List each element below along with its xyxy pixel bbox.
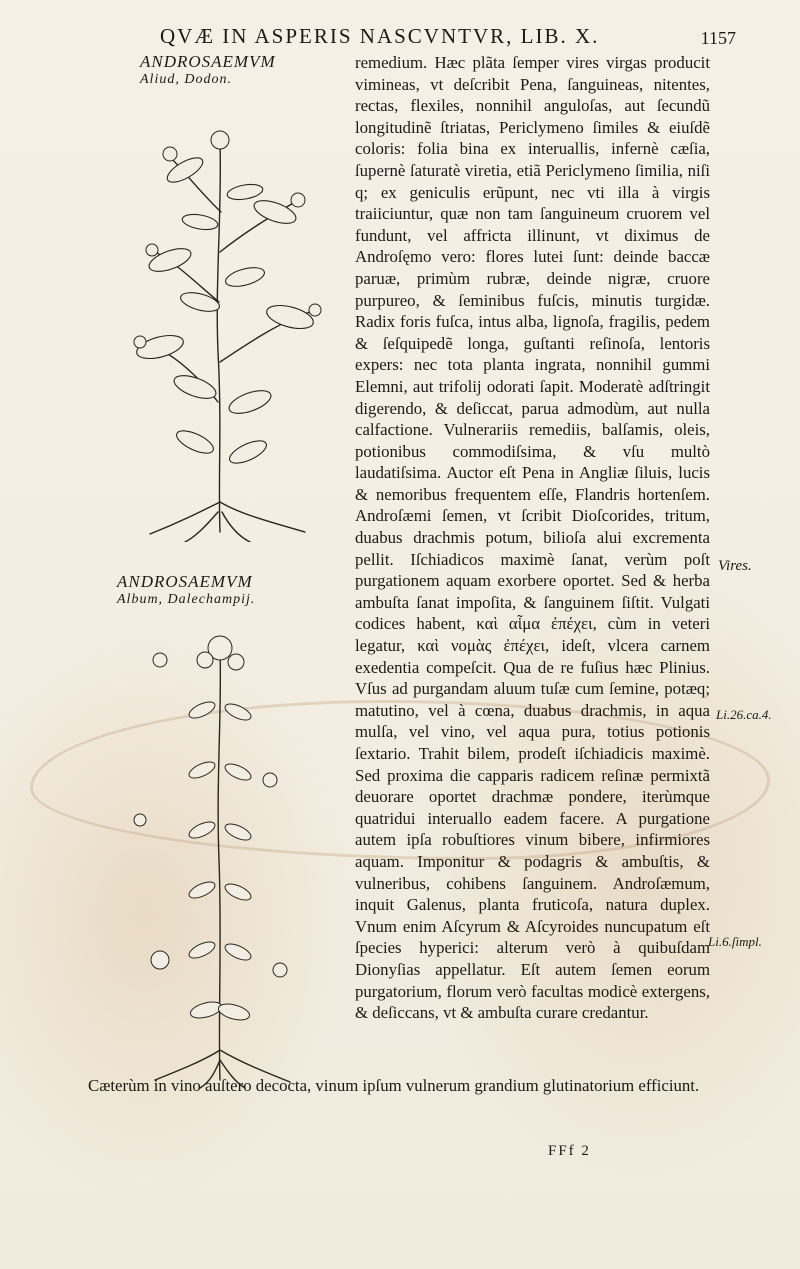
figure-2-title: ANDROSAEMVM: [117, 572, 253, 591]
marginal-ref-galenus: Li.6.ſimpl.: [708, 934, 762, 949]
page-number: 1157: [700, 28, 736, 48]
marginal-vires: Vires.: [718, 558, 752, 574]
marginal-ref-plinius: Li.26.ca.4.: [716, 707, 772, 722]
figure-2-caption: [117, 572, 255, 608]
signature-mark: FFf 2: [548, 1143, 591, 1159]
androsaemum-album-woodcut: [120, 620, 320, 1090]
androsaemum-aliud-woodcut: [100, 102, 350, 542]
figure-1-subtitle: Aliud, Dodon.: [140, 72, 232, 87]
figure-1-caption: [140, 52, 276, 88]
figure-2-subtitle: Album, Dalechampij.: [117, 592, 256, 607]
figure-1-title: ANDROSAEMVM: [140, 52, 276, 71]
closing-paragraph: Cæterùm in vino auſtero decocta, vinum ipſum vulnerum grandium glutinatorium efficiunt.: [88, 1076, 700, 1095]
running-head: QVÆ IN ASPERIS NASCVNTVR, LIB. X.: [160, 24, 600, 48]
main-text-column: remedium. Hæc plãta ſemper vires virgas producit vimineas, vt deſcribit Pena, ſanguineas, nitentes, rectas, flexiles, nonnihil anguloſas, aut ſecundũ longitudinẽ ſtriatas, Periclymeno ſimiles & eiuſdẽ coloris: folia bina ex interuallis, infernè cæſia, ſupernè ſaturatè viretia, etiã Periclymeno ſimilia, niſi q; ex geniculis erũpunt, nec vti illa à virgis traiiciuntur, quæ non tam ſanguineum cruorem vel fundunt, vel affricta illinunt, vt diximus de Androſęmo vero: flores lutei ſunt: deinde baccæ paruæ, primùm rubræ, deinde nigræ, cruore purpureo, & ſeminibus fuſcis, minutis turgidæ. Radix foris fuſca, intus alba, lignoſa, fragilis, pedem & ſeſquipedẽ longa, guſtanti reſinoſa, lentoris expers: nec tota planta ingrata, nonnihil gummi Elemni, aut trifolij odorati ſapit. Moderatè adſtringit digerendo, & deſiccat, parua admodùm, aut nulla calfactione. Vulnerariis remediis, balſamis, oleis, potionibus commodiſsima, & vſu multò laudatiſsima. Auctor eſt Pena in Angliæ ſiluis, lucis & nemoribus frequentem eſſe, Flandris hortenſem. Androſæmi ſemen, vt ſcribit Dioſcorides, tritum, duabus drachmis potum, bilioſa alui excrementa pellit. Iſchiadicos maximè ſanat, verùm poſt purgationem aquam exorbere oportet. Sed & herba ambuſta ſanat impoſita, & ſanguinem ſiſtit. Vulgati codices habent, καὶ αἷμα ἐπέχει, cùm in veteri legatur, καὶ νομὰς ἐπέχει, ideſt, vlcera carnem exedentia compeſcit. Qua de re fuſius hæc Plinius. Vſus ad purgandam aluum tuſæ cum ſemine, potæq; matutino, vel à cœna, duabus drachmis, in aqua mulſa, vel vino, vel aqua pura, totius potionis ſextario. Trahit bilem, prodeſt iſchiadicis maximè. Sed proxima die capparis radicem reſinæ permixtã deuorare oportet drachmæ pondere, iterùmque quatridui interuallo eadem facere. A purgatione autem ipſa robuſtiores vinum bibere, infirmiores aquam. Imponitur & podagris & ambuſtis, & vulneribus, cohibens ſanguinem. Androſæmum, inquit Galenus, planta fruticoſa, natura duplex. Vnum enim Aſcyrum & Aſcyroides nuncupatum eſt ſpecies hyperici: alterum verò à quibuſdam Dionyſias appellatur. Eſt autem ſemen eorum purgatorium, florum verò facultas modicè extergens, & deſiccans, vt & ambuſta curare credantur.: [355, 53, 710, 1023]
